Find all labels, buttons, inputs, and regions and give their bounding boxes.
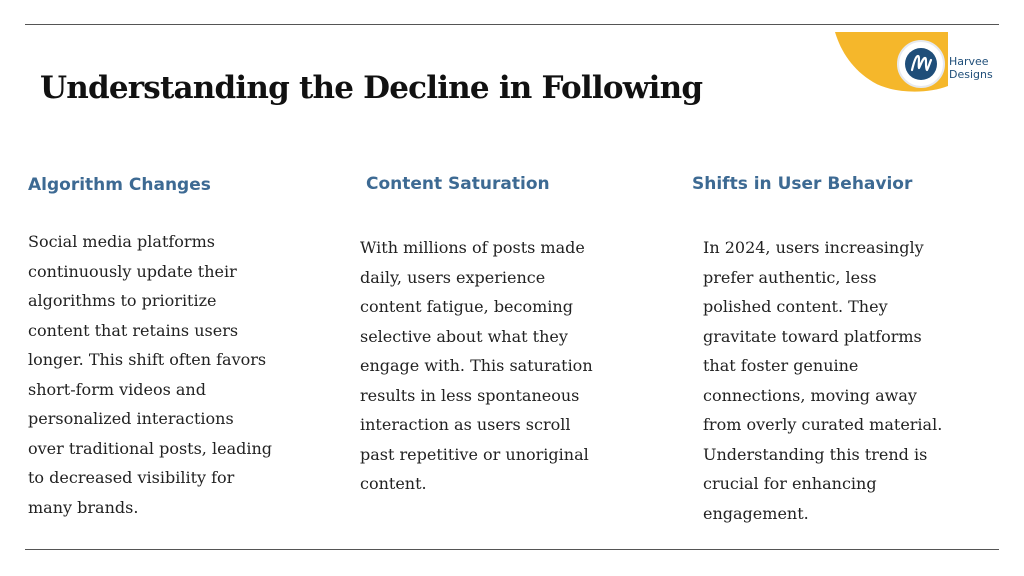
logo-line-2: Designs xyxy=(949,68,993,81)
body-line: content that retains users xyxy=(28,320,239,340)
column-heading-shifts-in-user-behavior: Shifts in User Behavior xyxy=(692,174,913,194)
column-heading-content-saturation: Content Saturation xyxy=(366,174,550,194)
body-line: past repetitive or unoriginal xyxy=(360,444,589,464)
top-divider xyxy=(25,24,999,25)
column-heading-algorithm-changes: Algorithm Changes xyxy=(28,175,211,195)
body-line: polished content. They xyxy=(703,297,888,316)
logo-line-1: Harvee xyxy=(949,55,989,68)
column-body-shifts-in-user-behavior xyxy=(703,233,1001,528)
harvee-logo-mark-icon xyxy=(897,40,945,88)
body-line: connections, moving away xyxy=(703,385,917,405)
logo-wordmark xyxy=(949,55,993,81)
harvee-designs-logo xyxy=(833,32,1003,94)
body-line: crucial for enhancing xyxy=(703,474,877,493)
body-line: selective about what they xyxy=(360,326,568,346)
body-line: longer. This shift often favors xyxy=(28,350,267,369)
body-line: Social media platforms xyxy=(28,232,215,251)
body-line: from overly curated material. xyxy=(703,415,943,434)
body-line: interaction as users scroll xyxy=(360,415,571,434)
body-line: to decreased visibility for xyxy=(28,468,235,487)
column-body-content-saturation xyxy=(360,233,645,499)
body-line: algorithms to prioritize xyxy=(28,291,217,310)
body-line: personalized interactions xyxy=(28,409,234,428)
body-line: prefer authentic, less xyxy=(703,267,877,287)
body-line: In 2024, users increasingly xyxy=(703,238,924,257)
slide-title: Understanding the Decline in Following xyxy=(40,70,703,106)
body-line: results in less spontaneous xyxy=(360,385,580,405)
column-body-algorithm-changes xyxy=(28,227,328,522)
bottom-divider xyxy=(25,549,999,550)
body-line: Understanding this trend is xyxy=(703,444,928,464)
body-line: that foster genuine xyxy=(703,356,859,375)
body-line: continuously update their xyxy=(28,261,237,281)
body-line: short-form videos and xyxy=(28,379,206,399)
body-line: engagement. xyxy=(703,503,809,523)
body-line: over traditional posts, leading xyxy=(28,438,273,458)
body-line: many brands. xyxy=(28,497,139,517)
body-line: gravitate toward platforms xyxy=(703,326,922,346)
body-line: content fatigue, becoming xyxy=(360,297,573,316)
body-line: engage with. This saturation xyxy=(360,356,593,375)
body-line: With millions of posts made xyxy=(360,238,585,257)
body-line: content. xyxy=(360,474,427,493)
body-line: daily, users experience xyxy=(360,267,546,287)
